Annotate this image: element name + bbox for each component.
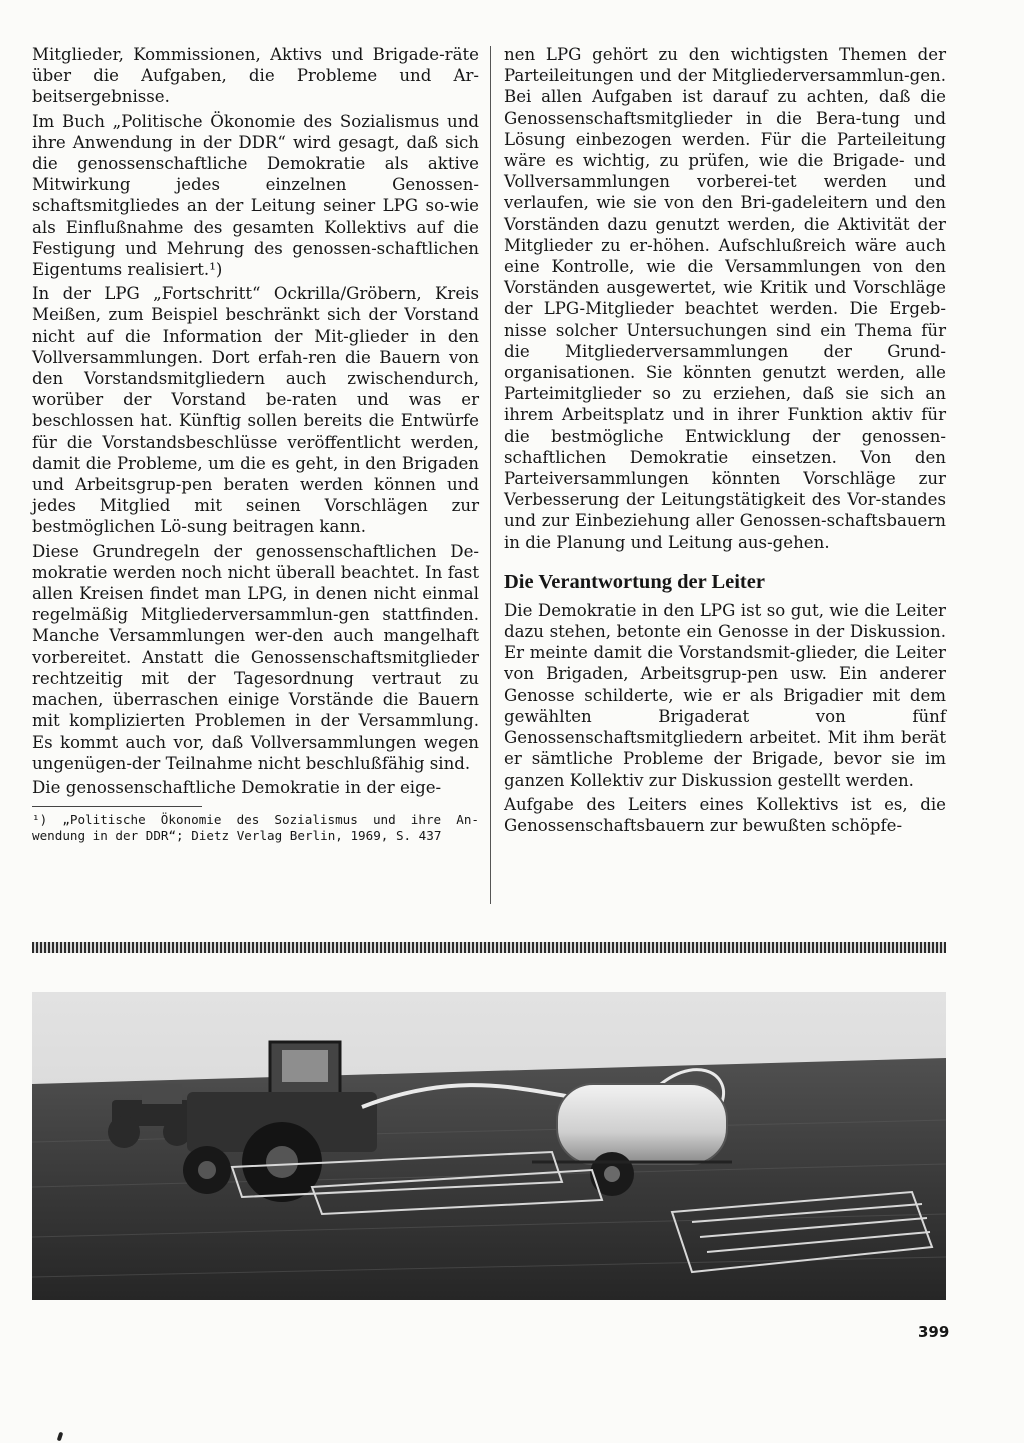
right-column: [504, 44, 946, 839]
footnote-rule: [32, 806, 202, 807]
left-paragraph-1: Mitglieder, Kommissionen, Aktivs und Brigade-räte über die Aufgaben, die Probleme und Ar-beitsergebnisse.: [32, 45, 479, 107]
section-heading: Die Verantwortung der Leiter: [504, 570, 765, 593]
tractor-photo: [32, 992, 946, 1300]
left-paragraph-5: Die genossenschaftliche Demokratie in der eige-: [32, 777, 442, 797]
footnote: ¹) „Politische Ökonomie des Sozialismus und ihre An-wendung in der DDR“; Dietz Verlag Berlin, 1969, S. 437: [32, 812, 479, 843]
left-paragraph-2: Im Buch „Politische Ökonomie des Sozialismus und ihre Anwendung in der DDR“ wird gesagt, daß sich die genossenschaftliche Demokratie als aktive Mitwirkung jedes einzelnen Genossen-schaftsmitgliedes an der Leitung seiner LPG so-wie als Einflußnahme des gesamten Kollektivs auf die Festigung und Mehrung des genossen-schaftlichen Eigentums realisiert.¹): [32, 111, 479, 280]
column-divider: [490, 46, 491, 904]
scan-speck: [57, 1432, 64, 1442]
right-paragraph-3: Aufgabe des Leiters eines Kollektivs ist es, die Genossenschaftsbauern zur bewußten schöpfe-: [504, 794, 946, 835]
left-paragraph-4: Diese Grundregeln der genossenschaftlichen De-mokratie werden noch nicht überall beachtet. In fast allen Kreisen findet man LPG, in denen nicht einmal regelmäßig Mitgliederversammlun-gen stattfinden. Manche Versammlungen wer-den auch mangelhaft vorbereitet. Anstatt die Genossenschaftsmitglieder rechtzeitig mit der Tagesordnung vertraut zu machen, überraschen einige Vorstände die Bauern mit komplizierten Problemen in der Versammlung. Es kommt auch vor, daß Vollversammlungen wegen ungenügen-der Teilnahme nicht beschlußfähig sind.: [32, 541, 479, 773]
decorative-rule: [32, 942, 946, 953]
left-paragraph-3: In der LPG „Fortschritt“ Ockrilla/Gröbern, Kreis Meißen, zum Beispiel beschränkt sich der Vorstand nicht auf die Information der Mit-glieder in den Vollversammlungen. Dort erfah-ren die Bauern von den Vorstandsmitgliedern auch zwischendurch, worüber der Vorstand be-raten und was er beschlossen hat. Künftig sollen bereits die Entwürfe für die Vorstandsbeschlüsse veröffentlicht werden, damit die Probleme, um die es geht, in den Brigaden und Arbeitsgrup-pen beraten werden können und jedes Mitglied mit seinen Vorschlägen zur bestmöglichen Lö-sung beitragen kann.: [32, 284, 479, 537]
left-column: [32, 44, 479, 843]
page-number: 399: [918, 1323, 950, 1341]
right-paragraph-1: nen LPG gehört zu den wichtigsten Themen der Parteileitungen und der Mitgliederversammlun-gen. Bei allen Aufgaben ist darauf zu achten, daß die Genossenschaftsmitglieder in die Bera-tung und Lösung einbezogen werden. Für die Parteileitung wäre es wichtig, zu prüfen, wie die Brigade- und Vollversammlungen vorberei-tet werden und verlaufen, wie sie von den Bri-gadeleitern und den Vorständen dazu genutzt werden, die Aktivität der Mitglieder zu er-höhen. Aufschlußreich wäre auch eine Kontrolle, wie die Versammlungen von den Vorständen ausgewertet, wie Kritik und Vorschläge der LPG-Mitglieder beachtet werden. Die Ergeb-nisse solcher Untersuchungen sind ein Thema für die Mitgliederversammlungen der Grund-organisationen. Sie könnten genutzt werden, alle Parteimitglieder so zu erziehen, daß sie sich an ihrem Arbeitsplatz und in ihrer Funktion aktiv für die bestmögliche Entwicklung der genossen-schaftlichen Demokratie einsetzen. Von den Parteiversammlungen könnten Vorschläge zur Verbesserung der Leitungstätigkeit des Vor-standes und zur Einbeziehung aller Genossen-schaftsbauern in die Planung und Leitung aus-gehen.: [504, 45, 946, 552]
right-paragraph-2: Die Demokratie in den LPG ist so gut, wie die Leiter dazu stehen, betonte ein Genosse in der Diskussion. Er meinte damit die Vorstandsmit-glieder, die Leiter von Brigaden, Arbeitsgrup-pen usw. Ein anderer Genosse schilderte, wie er als Brigadier mit dem gewählten Brigaderat von fünf Genossenschaftsmitgliedern arbeitet. Mit ihm berät er sämtliche Probleme der Brigade, bevor sie im ganzen Kollektiv zur Diskussion gestellt werden.: [504, 600, 946, 790]
